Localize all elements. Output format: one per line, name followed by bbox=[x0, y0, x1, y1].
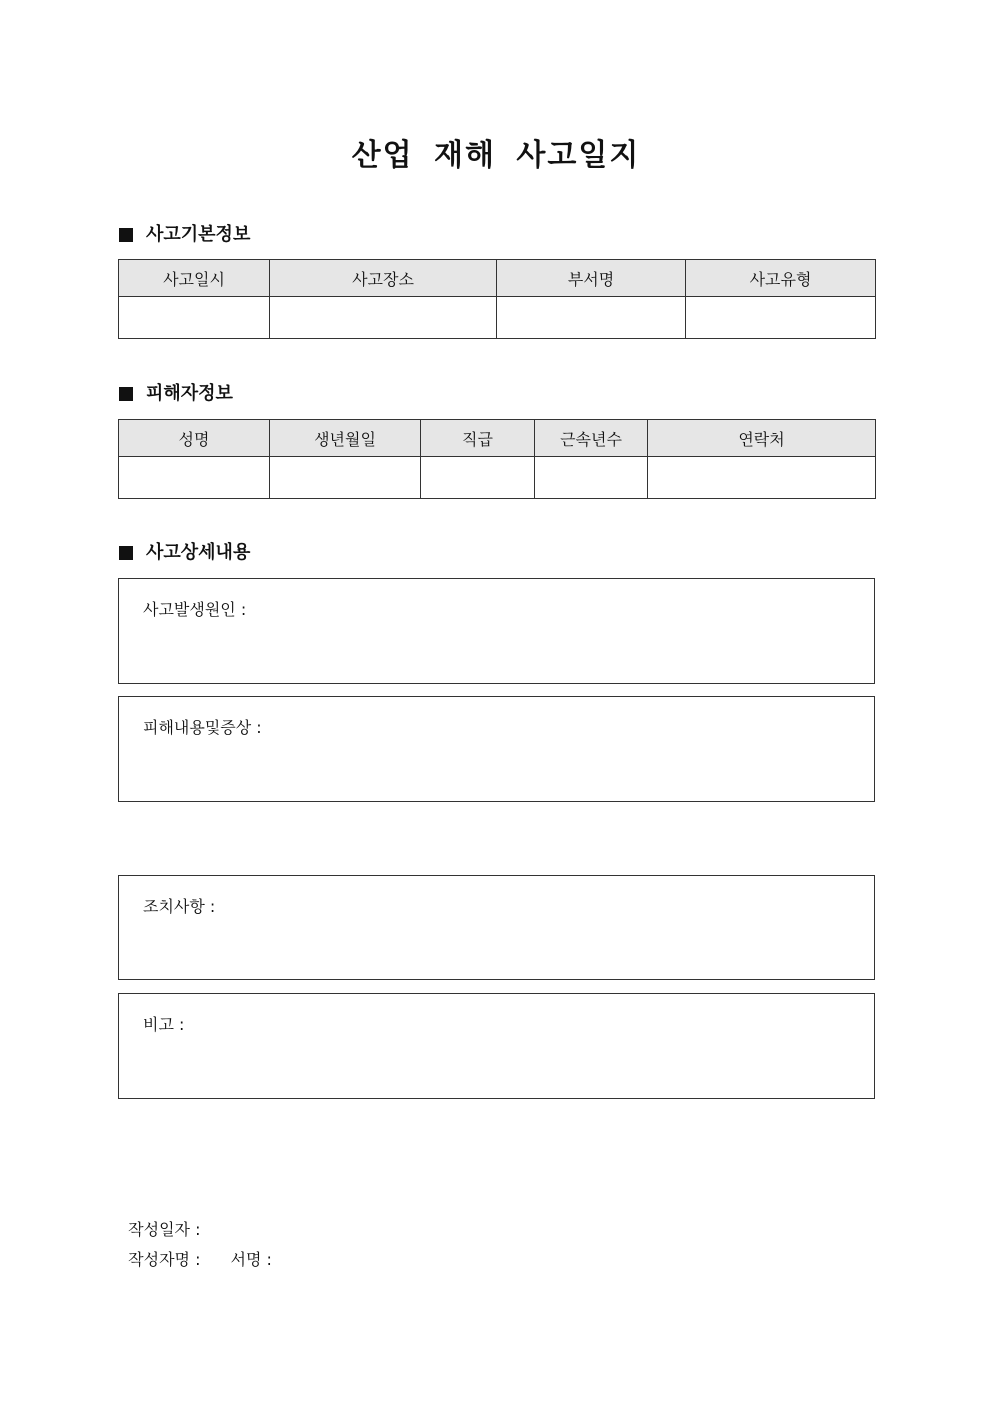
cell-contact[interactable] bbox=[648, 457, 876, 499]
cell-position[interactable] bbox=[421, 457, 535, 499]
section-heading-detail bbox=[119, 540, 250, 566]
page-title: 산업 재해 사고일지 bbox=[351, 138, 641, 173]
footer-author-label: 작성자명 : bbox=[128, 1250, 201, 1269]
cell-birthdate[interactable] bbox=[270, 457, 421, 499]
square-bullet-icon bbox=[119, 228, 133, 242]
action-taken-label: 조치사항 : bbox=[143, 897, 216, 916]
footer-date-label: 작성일자 : bbox=[128, 1220, 201, 1239]
cell-accident-datetime[interactable] bbox=[119, 297, 270, 339]
column-header-position: 직급 bbox=[421, 420, 535, 457]
table-row bbox=[119, 457, 876, 499]
column-header-department: 부서명 bbox=[497, 260, 686, 297]
section-heading-victim-text: 피해자정보 bbox=[146, 383, 233, 404]
table-row bbox=[119, 297, 876, 339]
damage-symptoms-label: 피해내용및증상 : bbox=[143, 718, 262, 737]
table-header-row bbox=[119, 420, 876, 457]
cell-department[interactable] bbox=[497, 297, 686, 339]
table-header-row bbox=[119, 260, 876, 297]
accident-cause-label: 사고발생원인 : bbox=[143, 600, 247, 619]
column-header-accident-datetime: 사고일시 bbox=[119, 260, 270, 297]
column-header-birthdate: 생년월일 bbox=[270, 420, 421, 457]
footer-author-line bbox=[118, 1227, 272, 1271]
column-header-years-of-service: 근속년수 bbox=[535, 420, 648, 457]
action-taken-box[interactable] bbox=[118, 875, 875, 980]
footer-signature-label: 서명 : bbox=[230, 1250, 272, 1269]
remarks-label: 비고 : bbox=[143, 1015, 185, 1034]
cell-years-of-service[interactable] bbox=[535, 457, 648, 499]
section-heading-victim bbox=[119, 381, 233, 407]
section-heading-basic-text: 사고기본정보 bbox=[146, 224, 251, 245]
square-bullet-icon bbox=[119, 387, 133, 401]
accident-cause-box[interactable] bbox=[118, 578, 875, 684]
section-heading-basic bbox=[119, 222, 250, 248]
cell-accident-type[interactable] bbox=[686, 297, 876, 339]
damage-symptoms-box[interactable] bbox=[118, 696, 875, 802]
column-header-accident-location: 사고장소 bbox=[270, 260, 497, 297]
section-heading-detail-text: 사고상세내용 bbox=[146, 542, 251, 563]
column-header-name: 성명 bbox=[119, 420, 270, 457]
cell-accident-location[interactable] bbox=[270, 297, 497, 339]
victim-info-table bbox=[118, 419, 876, 499]
basic-info-table bbox=[118, 259, 876, 339]
column-header-accident-type: 사고유형 bbox=[686, 260, 876, 297]
column-header-contact: 연락처 bbox=[648, 420, 876, 457]
square-bullet-icon bbox=[119, 546, 133, 560]
cell-name[interactable] bbox=[119, 457, 270, 499]
remarks-box[interactable] bbox=[118, 993, 875, 1099]
